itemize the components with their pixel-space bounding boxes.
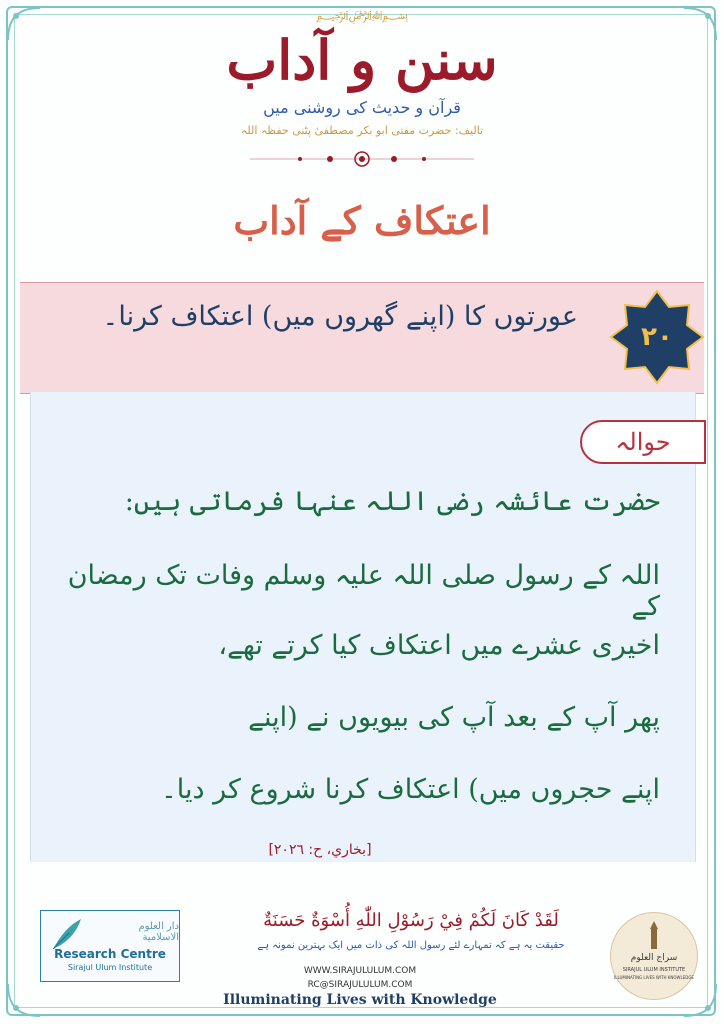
- seal-urdu: سراج العلوم: [630, 953, 678, 963]
- reference-tab: [580, 420, 706, 464]
- ayah-translation: حقیقت یہ ہے کہ تمہارے لئے رسول اللہ کی ذات میں ایک بہترین نمونہ ہے: [257, 940, 565, 951]
- reference-tab-label: حوالہ: [615, 428, 671, 456]
- corner-ornament-icon: [4, 980, 44, 1020]
- subtitle: قرآن و حدیث کی روشنی میں: [263, 98, 461, 117]
- section-title: اعتکاف کے آداب: [233, 198, 491, 243]
- reference-line: اخیری عشرے میں اعتکاف کیا کرتے تھے،: [218, 630, 660, 661]
- reference-line: پھر آپ کے بعد آپ کی بیویوں نے (اپنے: [248, 702, 660, 733]
- website-link[interactable]: WWW.SIRAJULULUM.COM: [303, 966, 417, 976]
- minaret-icon: [641, 921, 667, 951]
- seal-tagline: ILLUMINATING LIVES WITH KNOWLEDGE: [614, 975, 694, 980]
- point-band: [20, 282, 704, 394]
- rc-title: Research Centre: [54, 947, 166, 961]
- institute-seal: [610, 912, 698, 1000]
- decorative-divider-icon: [250, 148, 474, 170]
- reference-line: حضرت عائشہ رضی اللہ عنہا فرماتی ہیں:: [124, 486, 660, 517]
- email-link[interactable]: RC@SIRAJULULUM.COM: [307, 980, 413, 990]
- reference-line: اپنے حجروں میں) اعتکاف کرنا شروع کر دیا۔: [160, 774, 660, 805]
- corner-ornament-icon: [4, 4, 44, 44]
- seal-english: SIRAJUL ULUM INSTITUTE: [622, 967, 686, 973]
- brand-title: سنن و آداب: [226, 28, 498, 92]
- author-line: تالیف: حضرت مفتی ابو بکر مصطفیٰ پٹنی حفظہ اللہ: [240, 124, 484, 137]
- point-text: عورتوں کا (اپنے گھروں میں) اعتکاف کرنا۔: [102, 301, 578, 332]
- reference-line: اللہ کے رسول صلی اللہ علیہ وسلم وفات تک رمضان کے: [67, 560, 660, 622]
- bismillah-calligraphy: ﷽: [315, 8, 409, 22]
- quran-ayah: لَقَدْ كَانَ لَكُمْ فِيْ رَسُوْلِ اللّٰهِ أُسْوَةٌ حَسَنَةٌ: [263, 910, 559, 931]
- corner-ornament-icon: [680, 4, 720, 44]
- research-centre-logo: [40, 910, 180, 982]
- rc-subtitle: Sirajul Ulum Institute: [67, 963, 153, 972]
- rc-arabic-label: دار العلوم الاسلامية: [138, 921, 179, 943]
- point-number-badge: [604, 282, 710, 392]
- tagline: Illuminating Lives with Knowledge: [223, 992, 497, 1008]
- citation: [بخاري، ح: ٢٠٢٦]: [268, 842, 372, 858]
- point-number: ۲۰: [641, 322, 673, 352]
